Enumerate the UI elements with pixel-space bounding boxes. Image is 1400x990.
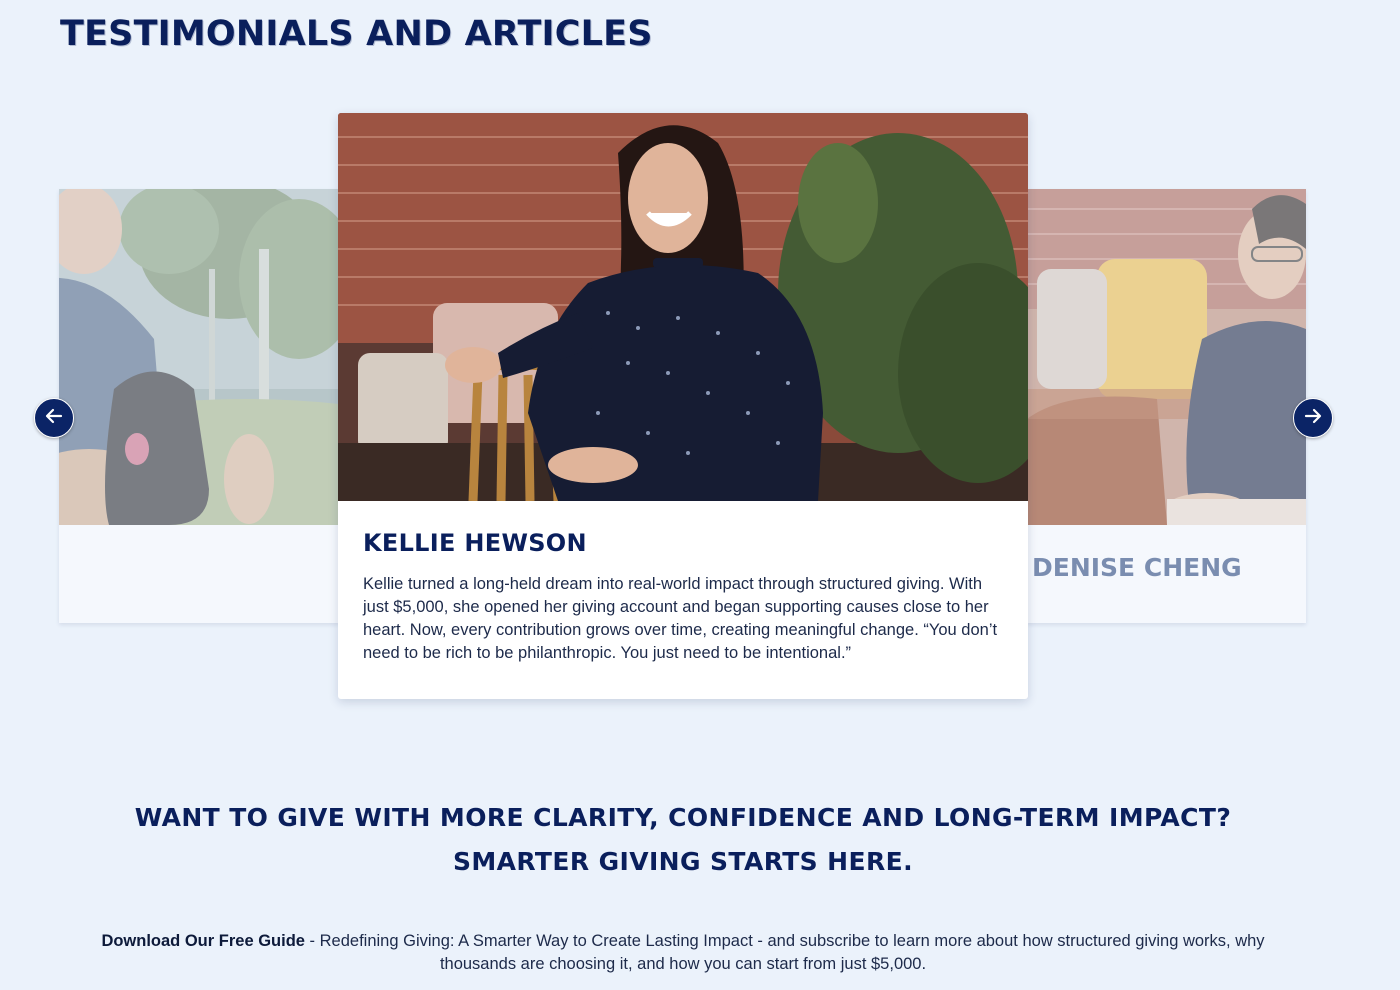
arrow-right-icon [1304, 408, 1322, 429]
testimonial-name: DENISE CHENG [1032, 553, 1242, 582]
testimonial-name: KELLIE HEWSON [363, 529, 587, 557]
testimonial-card-next[interactable] [1027, 189, 1306, 623]
carousel-prev-button[interactable] [34, 398, 74, 438]
woman-in-armchair-photo [1027, 189, 1306, 525]
guide-description: - Redefining Giving: A Smarter Way to Create Lasting Impact - and subscribe to learn more about how structured giving works, why thousands are choosing it, and how you can start from just $5,000. [304, 932, 1265, 973]
man-with-dog-photo [59, 189, 339, 525]
section-title: TESTIMONIALS AND ARTICLES [60, 14, 653, 54]
woman-on-chair-photo [338, 113, 1028, 501]
guide-paragraph [80, 930, 1286, 976]
testimonial-card-previous[interactable] [59, 189, 339, 623]
testimonial-card-active[interactable] [338, 113, 1028, 699]
cta-heading: WANT TO GIVE WITH MORE CLARITY, CONFIDENCE AND LONG-TERM IMPACT? [134, 803, 1232, 832]
carousel-next-button[interactable] [1293, 398, 1333, 438]
testimonial-text: Kellie turned a long-held dream into real-world impact through structured giving. With just $5,000, she opened her giving account and began supporting causes close to her heart. Now, every contribution grows over time, creating meaningful change. “You don’t need to be rich to be philanthropic. You just need to be intentional.” [363, 575, 998, 662]
download-guide-link[interactable]: Download Our Free Guide [101, 932, 305, 950]
cta-subheading: SMARTER GIVING STARTS HERE. [452, 847, 914, 876]
arrow-left-icon [45, 408, 63, 429]
